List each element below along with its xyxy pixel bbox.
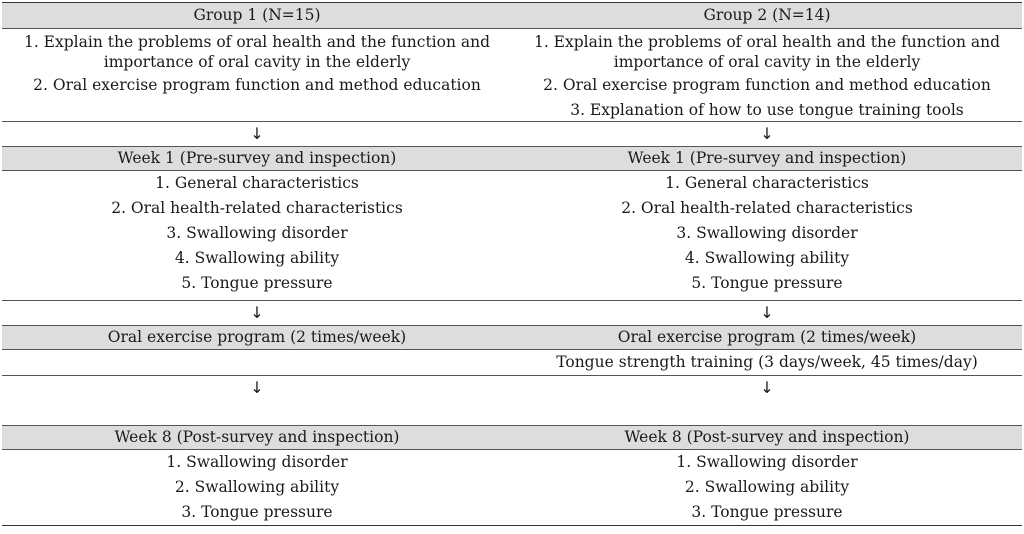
education-line: 2. Oral exercise program function and method education xyxy=(543,76,991,94)
group-1-arrow-1 xyxy=(2,121,512,146)
program-title: Oral exercise program (2 times/week) xyxy=(107,328,407,346)
program-title: Oral exercise program (2 times/week) xyxy=(617,328,917,346)
group-1-week1-header xyxy=(2,146,512,171)
education-line: 2. Oral exercise program function and method education xyxy=(33,76,481,94)
list-item: 1. Swallowing disorder xyxy=(166,453,348,471)
group-2-arrow-1 xyxy=(512,121,1022,146)
group-1-week1-items xyxy=(2,171,512,300)
group-2-week1-items xyxy=(512,171,1022,300)
group-2-education xyxy=(512,29,1022,121)
training-text: Tongue strength training (3 days/week, 45 times/day) xyxy=(556,353,978,371)
list-item: 5. Tongue pressure xyxy=(691,274,843,292)
group-1-header-text: Group 1 (N=15) xyxy=(193,6,321,24)
list-item: 1. General characteristics xyxy=(665,174,869,192)
week8-title: Week 8 (Post-survey and inspection) xyxy=(624,428,910,446)
group-2-week8-items xyxy=(512,450,1022,526)
down-arrow-icon: ↓ xyxy=(760,378,774,397)
down-arrow-icon: ↓ xyxy=(250,124,264,143)
group-1-arrow-3 xyxy=(2,375,512,425)
group-2-header-text: Group 2 (N=14) xyxy=(703,6,831,24)
down-arrow-icon: ↓ xyxy=(250,303,264,322)
group-1-training xyxy=(2,350,512,375)
list-item: 1. General characteristics xyxy=(155,174,359,192)
education-line: importance of oral cavity in the elderly xyxy=(103,53,411,71)
group-2-program-header xyxy=(512,325,1022,350)
list-item: 4. Swallowing ability xyxy=(174,249,340,267)
list-item: 2. Oral health-related characteristics xyxy=(111,199,403,217)
education-line: 1. Explain the problems of oral health and the function and xyxy=(533,33,1001,51)
study-design-table xyxy=(2,2,1022,532)
list-item: 3. Tongue pressure xyxy=(181,503,333,521)
list-item: 5. Tongue pressure xyxy=(181,274,333,292)
group-1-week8-header xyxy=(2,425,512,450)
list-item: 1. Swallowing disorder xyxy=(676,453,858,471)
group-1-education xyxy=(2,29,512,121)
group-2-header xyxy=(512,2,1022,29)
education-line: 3. Explanation of how to use tongue training tools xyxy=(570,101,964,119)
down-arrow-icon: ↓ xyxy=(760,124,774,143)
list-item: 2. Swallowing ability xyxy=(174,478,340,496)
group-2-arrow-3 xyxy=(512,375,1022,425)
week1-title: Week 1 (Pre-survey and inspection) xyxy=(117,149,397,167)
list-item: 3. Swallowing disorder xyxy=(166,224,348,242)
group-1-arrow-2 xyxy=(2,300,512,325)
down-arrow-icon: ↓ xyxy=(250,378,264,397)
list-item: 2. Oral health-related characteristics xyxy=(621,199,913,217)
list-item: 4. Swallowing ability xyxy=(684,249,850,267)
group-1-program-header xyxy=(2,325,512,350)
down-arrow-icon: ↓ xyxy=(760,303,774,322)
group-2-week8-header xyxy=(512,425,1022,450)
education-line: 1. Explain the problems of oral health and the function and xyxy=(23,33,491,51)
group-1-header xyxy=(2,2,512,29)
group-2-week1-header xyxy=(512,146,1022,171)
group-1-week8-items xyxy=(2,450,512,526)
week1-title: Week 1 (Pre-survey and inspection) xyxy=(627,149,907,167)
education-line: importance of oral cavity in the elderly xyxy=(613,53,921,71)
group-2-training xyxy=(512,350,1022,375)
list-item: 2. Swallowing ability xyxy=(684,478,850,496)
group-2-arrow-2 xyxy=(512,300,1022,325)
list-item: 3. Swallowing disorder xyxy=(676,224,858,242)
list-item: 3. Tongue pressure xyxy=(691,503,843,521)
week8-title: Week 8 (Post-survey and inspection) xyxy=(114,428,400,446)
